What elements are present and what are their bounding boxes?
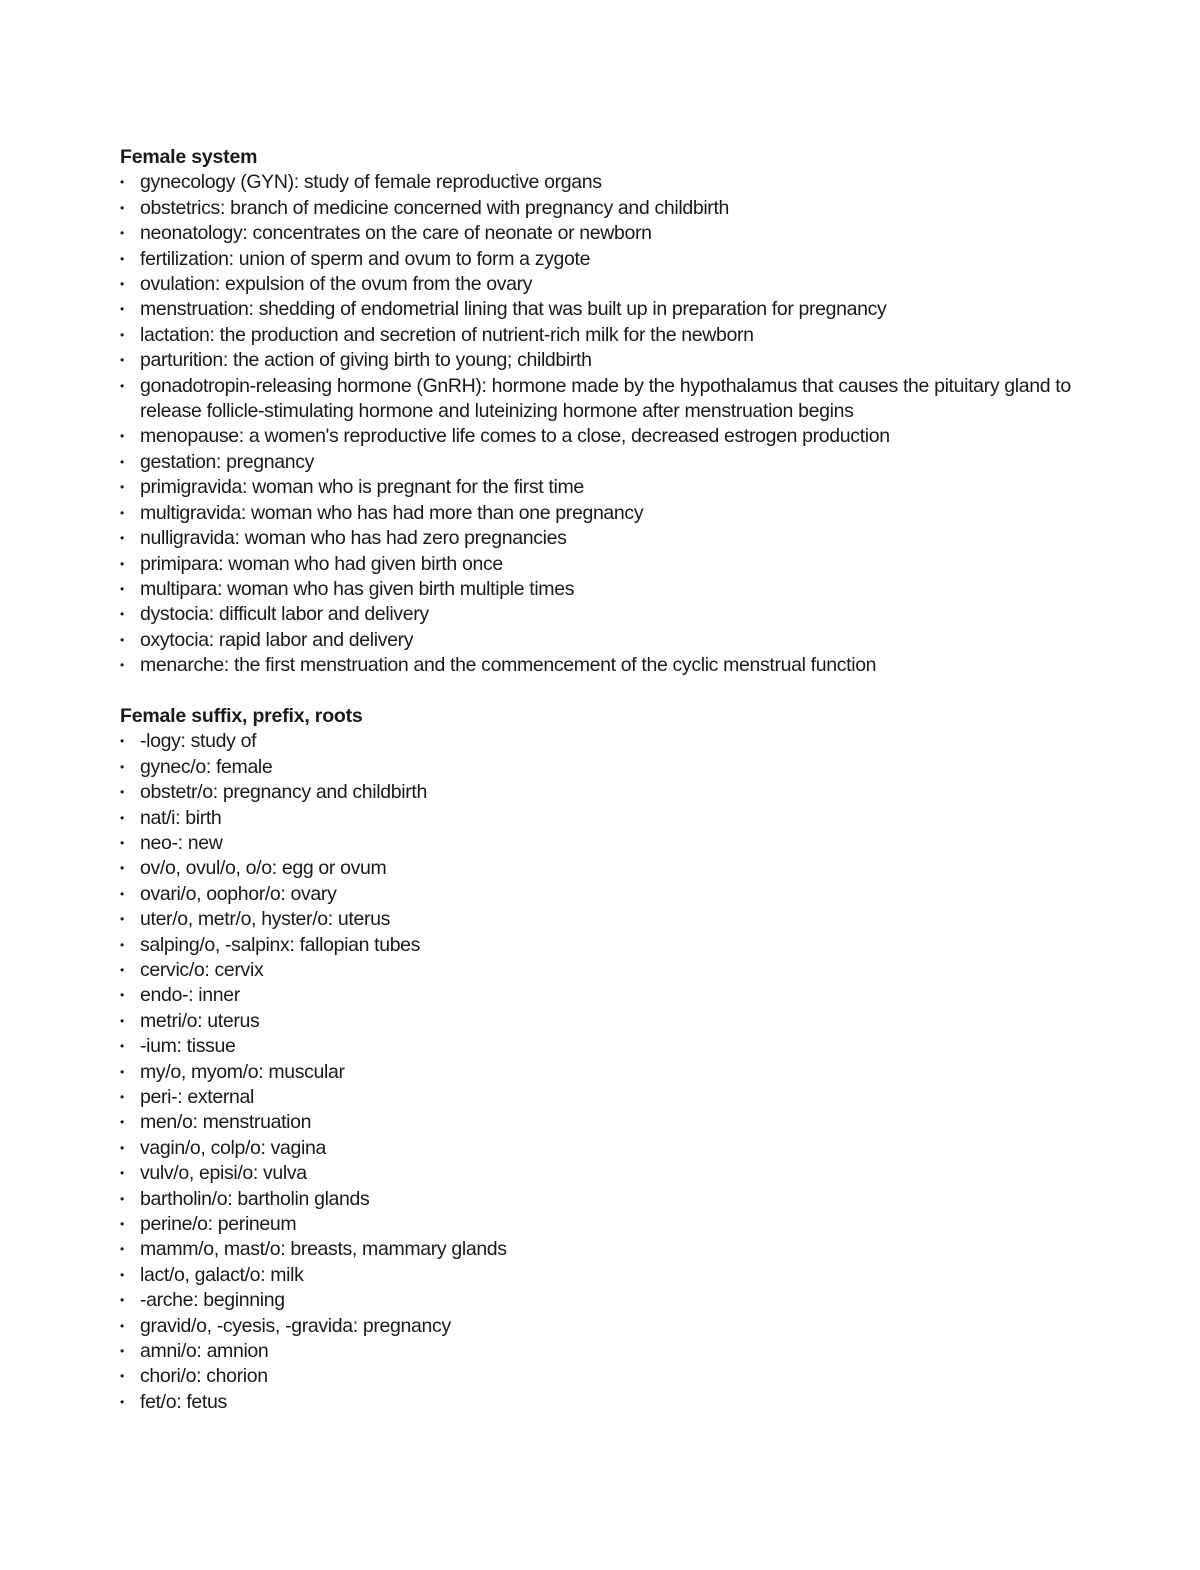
list-item	[120, 1110, 1080, 1135]
term-list	[120, 729, 1080, 1415]
term-list	[120, 170, 1080, 678]
list-item	[120, 907, 1080, 932]
list-item-text: -ium: tissue	[140, 1035, 236, 1058]
bullet-icon: •	[120, 353, 124, 368]
bullet-icon: •	[120, 1166, 124, 1181]
bullet-icon: •	[120, 835, 124, 850]
bullet-icon: •	[120, 607, 124, 622]
female-system-section	[120, 145, 1080, 679]
bullet-icon: •	[120, 200, 124, 215]
list-item	[120, 1390, 1080, 1415]
bullet-icon: •	[120, 175, 124, 190]
bullet-icon: •	[120, 962, 124, 977]
list-item-text: mamm/o, mast/o: breasts, mammary glands	[140, 1238, 507, 1261]
list-item-text: metri/o: uterus	[140, 1009, 260, 1032]
list-item-text: amni/o: amnion	[140, 1340, 269, 1363]
list-item	[120, 602, 1080, 627]
list-item	[120, 780, 1080, 805]
bullet-icon: •	[120, 327, 124, 342]
list-item-text: chori/o: chorion	[140, 1365, 268, 1388]
list-item-text: obstetr/o: pregnancy and childbirth	[140, 781, 427, 804]
list-item	[120, 475, 1080, 500]
list-item	[120, 297, 1080, 322]
bullet-icon: •	[120, 429, 124, 444]
list-item-text: multigravida: woman who has had more than one pregnancy	[140, 501, 644, 524]
bullet-icon: •	[120, 937, 124, 952]
list-item	[120, 1288, 1080, 1313]
bullet-icon: •	[120, 226, 124, 241]
list-item	[120, 424, 1080, 449]
bullet-icon: •	[120, 1217, 124, 1232]
bullet-icon: •	[120, 1115, 124, 1130]
list-item	[120, 1060, 1080, 1085]
list-item	[120, 552, 1080, 577]
list-item-text: gestation: pregnancy	[140, 450, 315, 473]
list-item-text: nulligravida: woman who has had zero pregnancies	[140, 527, 567, 550]
list-item-text: obstetrics: branch of medicine concerned with pregnancy and childbirth	[140, 196, 730, 219]
list-item	[120, 1161, 1080, 1186]
bullet-icon: •	[120, 480, 124, 495]
bullet-icon: •	[120, 861, 124, 876]
list-item-text: menarche: the first menstruation and the commencement of the cyclic menstrual function	[140, 654, 877, 677]
bullet-icon: •	[120, 277, 124, 292]
section-heading: Female system	[120, 146, 258, 168]
list-item-text: my/o, myom/o: muscular	[140, 1060, 345, 1083]
bullet-icon: •	[120, 1267, 124, 1282]
list-item-text: gynecology (GYN): study of female reproductive organs	[140, 171, 602, 194]
list-item	[120, 1212, 1080, 1237]
list-item-text: gravid/o, -cyesis, -gravida: pregnancy	[140, 1314, 451, 1337]
list-item	[120, 1364, 1080, 1389]
list-item-text: parturition: the action of giving birth to young; childbirth	[140, 349, 592, 372]
list-item-text: vagin/o, colp/o: vagina	[140, 1136, 326, 1159]
bullet-icon: •	[120, 378, 124, 393]
list-item-text: nat/i: birth	[140, 806, 222, 829]
list-item-text: cervic/o: cervix	[140, 958, 264, 981]
bullet-icon: •	[120, 1039, 124, 1054]
list-item	[120, 831, 1080, 856]
bullet-icon: •	[120, 658, 124, 673]
list-item	[120, 653, 1080, 678]
list-item-text: primigravida: woman who is pregnant for the first time	[140, 476, 584, 499]
bullet-icon: •	[120, 759, 124, 774]
list-item-text: neonatology: concentrates on the care of neonate or newborn	[140, 222, 652, 245]
list-item-text: primipara: woman who had given birth once	[140, 552, 503, 575]
list-item-text: men/o: menstruation	[140, 1111, 312, 1134]
list-item	[120, 1136, 1080, 1161]
bullet-icon: •	[120, 886, 124, 901]
list-item-text: ovari/o, oophor/o: ovary	[140, 882, 337, 905]
list-item	[120, 501, 1080, 526]
bullet-icon: •	[120, 785, 124, 800]
list-item-text: vulv/o, episi/o: vulva	[140, 1162, 307, 1185]
bullet-icon: •	[120, 1369, 124, 1384]
bullet-icon: •	[120, 1318, 124, 1333]
bullet-icon: •	[120, 1064, 124, 1079]
bullet-icon: •	[120, 454, 124, 469]
bullet-icon: •	[120, 251, 124, 266]
list-item	[120, 526, 1080, 551]
list-item	[120, 1314, 1080, 1339]
bullet-icon: •	[120, 1242, 124, 1257]
document-page	[120, 145, 1080, 1415]
bullet-icon: •	[120, 734, 124, 749]
list-item	[120, 577, 1080, 602]
list-item-text: fet/o: fetus	[140, 1390, 227, 1413]
list-item	[120, 628, 1080, 653]
bullet-icon: •	[120, 581, 124, 596]
list-item	[120, 1009, 1080, 1034]
bullet-icon: •	[120, 632, 124, 647]
bullet-icon: •	[120, 556, 124, 571]
list-item	[120, 958, 1080, 983]
list-item	[120, 247, 1080, 272]
list-item-text: perine/o: perineum	[140, 1213, 297, 1236]
list-item-text: -arche: beginning	[140, 1289, 285, 1312]
list-item-text: peri-: external	[140, 1086, 254, 1109]
bullet-icon: •	[120, 302, 124, 317]
list-item-text: neo-: new	[140, 831, 223, 854]
list-item-text: -logy: study of	[140, 730, 257, 753]
list-item	[120, 1339, 1080, 1364]
list-item	[120, 755, 1080, 780]
bullet-icon: •	[120, 1013, 124, 1028]
list-item-text: uter/o, metr/o, hyster/o: uterus	[140, 908, 390, 931]
list-item-text: menstruation: shedding of endometrial lining that was built up in preparation for pregnancy	[140, 298, 887, 321]
list-item	[120, 221, 1080, 246]
bullet-icon: •	[120, 505, 124, 520]
list-item	[120, 196, 1080, 221]
list-item-text: endo-: inner	[140, 984, 240, 1007]
list-item	[120, 1187, 1080, 1212]
list-item-text: gynec/o: female	[140, 755, 273, 778]
bullet-icon: •	[120, 1191, 124, 1206]
list-item-text: gonadotropin-releasing hormone (GnRH): hormone made by the hypothalamus that causes the pituitary gland to release follicle-stimulating hormone and luteinizing hormone after menstruation begins	[140, 374, 1071, 423]
list-item	[120, 450, 1080, 475]
list-item	[120, 983, 1080, 1008]
list-item-text: lact/o, galact/o: milk	[140, 1263, 304, 1286]
list-item-text: dystocia: difficult labor and delivery	[140, 603, 429, 626]
list-item-text: fertilization: union of sperm and ovum to form a zygote	[140, 247, 591, 270]
list-item	[120, 1085, 1080, 1110]
list-item	[120, 806, 1080, 831]
bullet-icon: •	[120, 988, 124, 1003]
bullet-icon: •	[120, 531, 124, 546]
bullet-icon: •	[120, 1344, 124, 1359]
section-heading: Female suffix, prefix, roots	[120, 704, 363, 727]
list-item	[120, 272, 1080, 297]
list-item	[120, 729, 1080, 754]
bullet-icon: •	[120, 1394, 124, 1409]
list-item	[120, 323, 1080, 348]
list-item-text: lactation: the production and secretion of nutrient-rich milk for the newborn	[140, 323, 754, 346]
list-item	[120, 348, 1080, 373]
list-item-text: multipara: woman who has given birth multiple times	[140, 577, 575, 600]
list-item-text: salping/o, -salpinx: fallopian tubes	[140, 933, 421, 956]
list-item-text: bartholin/o: bartholin glands	[140, 1187, 370, 1210]
list-item	[120, 374, 1080, 425]
list-item	[120, 933, 1080, 958]
female-roots-section	[120, 704, 1080, 1415]
bullet-icon: •	[120, 912, 124, 927]
bullet-icon: •	[120, 1140, 124, 1155]
bullet-icon: •	[120, 810, 124, 825]
list-item	[120, 856, 1080, 881]
list-item-text: oxytocia: rapid labor and delivery	[140, 628, 414, 651]
list-item	[120, 1034, 1080, 1059]
list-item	[120, 882, 1080, 907]
list-item-text: ovulation: expulsion of the ovum from the ovary	[140, 273, 533, 296]
list-item	[120, 170, 1080, 195]
bullet-icon: •	[120, 1293, 124, 1308]
list-item	[120, 1263, 1080, 1288]
list-item-text: menopause: a women's reproductive life comes to a close, decreased estrogen production	[140, 425, 890, 448]
bullet-icon: •	[120, 1090, 124, 1105]
section-divider	[120, 679, 1080, 704]
list-item	[120, 1237, 1080, 1262]
list-item-text: ov/o, ovul/o, o/o: egg or ovum	[140, 857, 387, 880]
